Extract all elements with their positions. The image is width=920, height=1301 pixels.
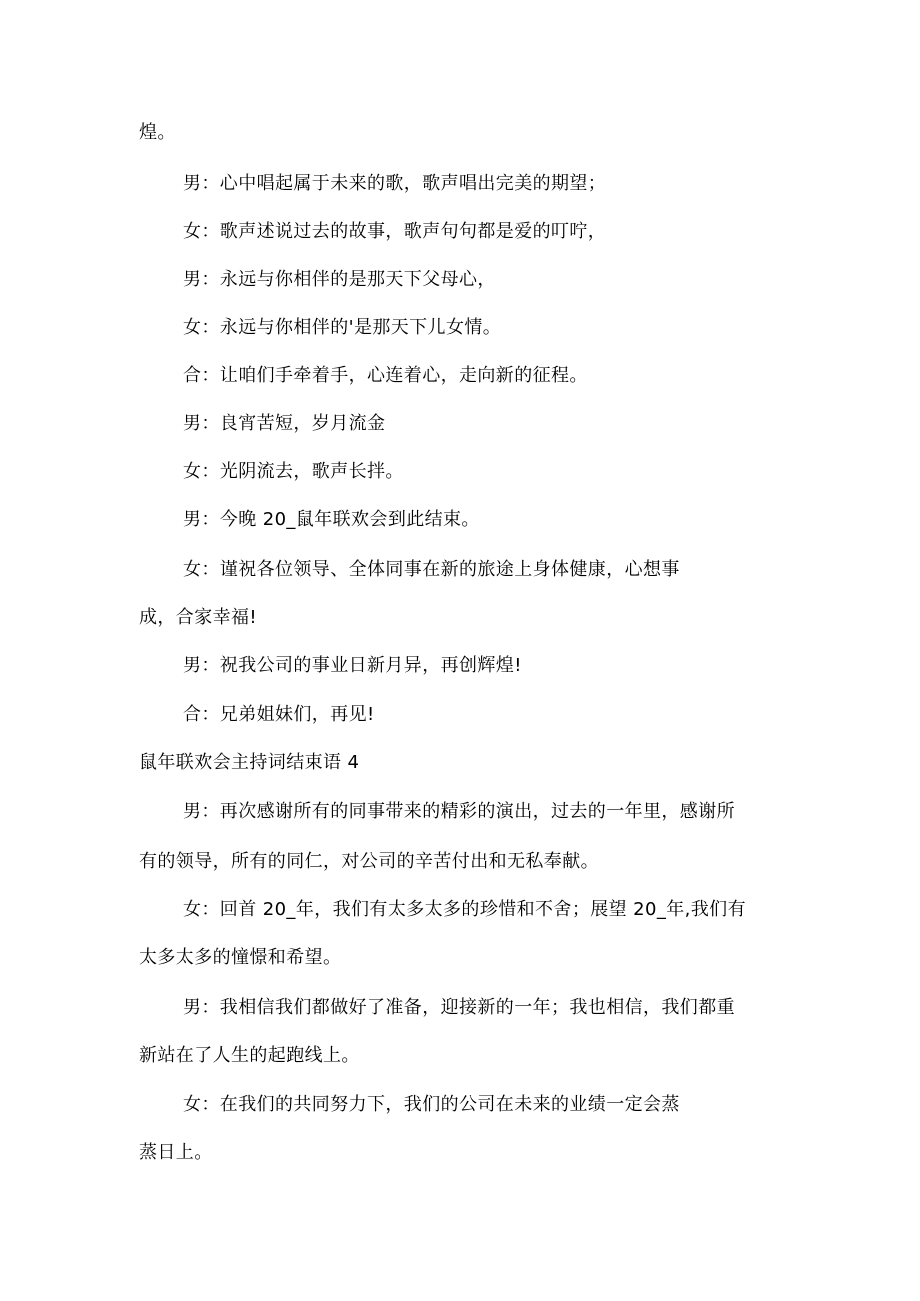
paragraph-continuation: 太多太多的憧憬和希望。 (139, 947, 342, 968)
dialogue-line: 合：让咱们手牵着手，心连着心，走向新的征程。 (183, 365, 588, 386)
dialogue-line: 男：祝我公司的事业日新月异，再创辉煌! (183, 655, 522, 676)
dialogue-line: 女：歌声述说过去的故事，歌声句句都是爱的叮咛， (183, 221, 607, 242)
dialogue-line: 女：永远与你相伴的'是那天下儿女情。 (183, 317, 502, 338)
dialogue-line: 男：良宵苦短，岁月流金 (183, 413, 386, 434)
dialogue-line: 女：谨祝各位领导、全体同事在新的旅途上身体健康，心想事 (183, 559, 680, 580)
dialogue-line: 合：兄弟姐妹们，再见! (183, 704, 375, 725)
paragraph-continuation: 煌。 (139, 122, 176, 143)
paragraph-continuation: 有的领导，所有的同仁，对公司的辛苦付出和无私奉献。 (139, 851, 599, 872)
dialogue-line: 男：再次感谢所有的同事带来的精彩的演出，过去的一年里，感谢所 (183, 801, 735, 822)
paragraph-continuation: 新站在了人生的起跑线上。 (139, 1045, 360, 1066)
section-heading: 鼠年联欢会主持词结束语 4 (139, 752, 360, 773)
dialogue-line: 男：心中唱起属于未来的歌，歌声唱出完美的期望； (183, 173, 607, 194)
dialogue-line: 男：我相信我们都做好了准备，迎接新的一年；我也相信，我们都重 (183, 997, 735, 1018)
dialogue-line: 女：光阴流去，歌声长拌。 (183, 461, 404, 482)
paragraph-continuation: 蒸日上。 (139, 1142, 213, 1163)
dialogue-line: 女：在我们的共同努力下，我们的公司在未来的业绩一定会蒸 (183, 1094, 680, 1115)
dialogue-line: 男：今晚 20_鼠年联欢会到此结束。 (183, 509, 480, 530)
dialogue-line: 男：永远与你相伴的是那天下父母心， (183, 269, 496, 290)
paragraph-continuation: 成，合家幸福! (139, 607, 258, 628)
dialogue-line: 女：回首 20_年，我们有太多太多的珍惜和不舍；展望 20_年,我们有 (183, 899, 746, 920)
